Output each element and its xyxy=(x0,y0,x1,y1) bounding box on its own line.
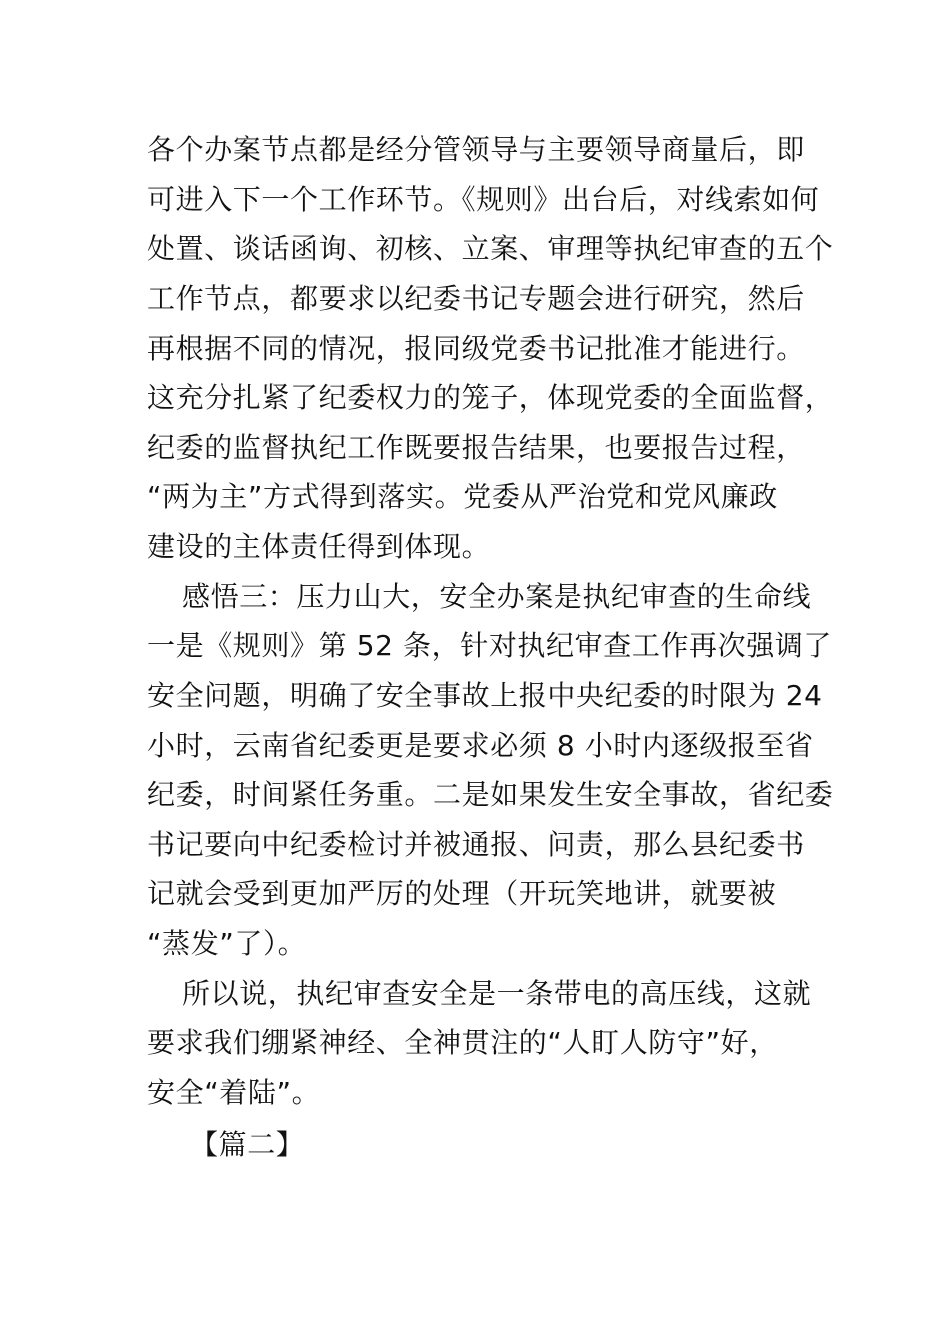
paragraph-line: 建设的主体责任得到体现。 xyxy=(147,530,491,563)
paragraph-line: 再根据不同的情况，报同级党委书记批准才能进行。 xyxy=(147,332,805,365)
paragraph-line: 安全“着陆”。 xyxy=(147,1076,321,1109)
paragraph-line: 工作节点，都要求以纪委书记专题会进行研究，然后 xyxy=(147,282,805,315)
paragraph-line: 所以说，执纪审查安全是一条带电的高压线，这就 xyxy=(182,977,812,1010)
paragraph-line: 书记要向中纪委检讨并被通报、问责，那么县纪委书 xyxy=(147,828,805,861)
section-heading: 感悟三：压力山大，安全办案是执纪审查的生命线 xyxy=(182,580,812,613)
paragraph-line: “蒸发”了）。 xyxy=(147,927,307,960)
paragraph-line: “两为主”方式得到落实。党委从严治党和党风廉政 xyxy=(147,480,778,513)
paragraph-line: 小时，云南省纪委更是要求必须 8 小时内逐级报至省 xyxy=(147,729,814,762)
paragraph-line: 一是《规则》第 52 条，针对执纪审查工作再次强调了 xyxy=(147,629,833,662)
paragraph-line: 记就会受到更加严厉的处理（开玩笑地讲，就要被 xyxy=(147,877,777,910)
paragraph-line: 这充分扎紧了纪委权力的笼子，体现党委的全面监督， xyxy=(147,381,834,414)
paragraph-line: 处置、谈话函询、初核、立案、审理等执纪审查的五个 xyxy=(147,232,834,265)
paragraph-line: 可进入下一个工作环节。《规则》出台后，对线索如何 xyxy=(147,183,820,216)
paragraph-line: 纪委，时间紧任务重。二是如果发生安全事故，省纪委 xyxy=(147,778,834,811)
paragraph-line: 要求我们绷紧神经、全神贯注的“人盯人防守”好， xyxy=(147,1026,778,1059)
paragraph-line: 各个办案节点都是经分管领导与主要领导商量后，即 xyxy=(147,133,805,166)
paragraph-line: 纪委的监督执纪工作既要报告结果，也要报告过程， xyxy=(147,431,805,464)
paragraph-line: 安全问题，明确了安全事故上报中央纪委的时限为 24 xyxy=(147,679,823,712)
section-marker: 【篇二】 xyxy=(190,1128,305,1161)
